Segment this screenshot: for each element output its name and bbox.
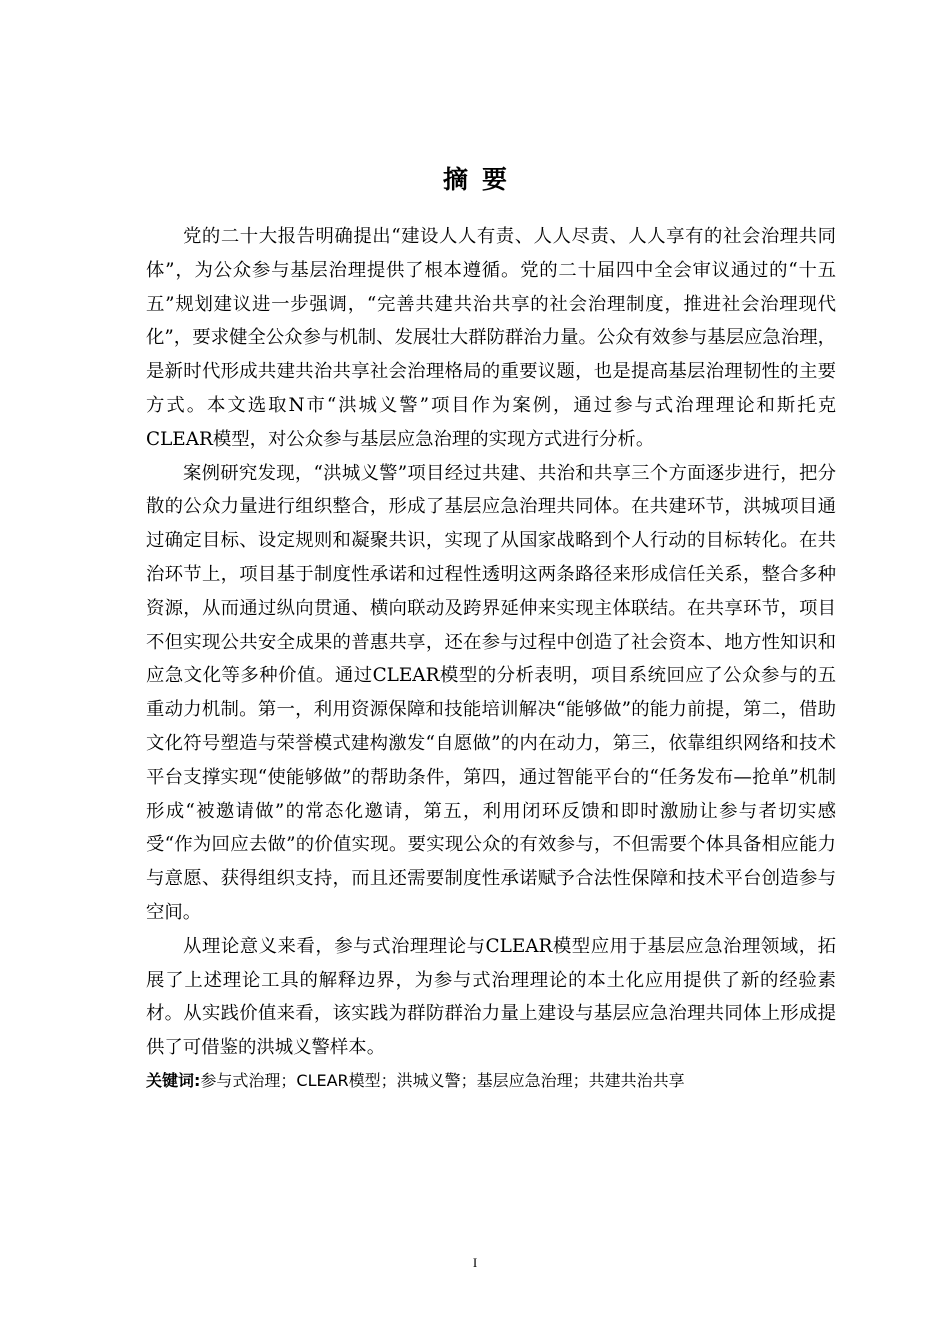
abstract-title: 摘要 — [442, 165, 521, 194]
abstract-body — [146, 220, 836, 1065]
keywords-label: 关键词: — [146, 1071, 201, 1090]
abstract-paragraph-1: 党的二十大报告明确提出“建设人人有责、人人尽责、人人享有的社会治理共同体”，为公众参与基层治理提供了根本遵循。党的二十届四中全会审议通过的“十五五”规划建议进一步强调，“完善共建共治共享的社会治理制度，推进社会治理现代化”，要求健全公众参与机制、发展壮大群防群治力量。公众有效参与基层应急治理，是新时代形成共建共治共享社会治理格局的重要议题，也是提高基层治理韧性的主要方式。本文选取N市“洪城义警”项目作为案例，通过参与式治理理论和斯托克CLEAR模型，对公众参与基层应急治理的实现方式进行分析。 — [146, 226, 836, 450]
abstract-paragraph-3: 从理论意义来看，参与式治理理论与CLEAR模型应用于基层应急治理领域，拓展了上述理论工具的解释边界，为参与式治理理论的本土化应用提供了新的经验素材。从实践价值来看，该实践为群防群治力量上建设与基层应急治理共同体上形成提供了可借鉴的洪城义警样本。 — [146, 935, 836, 1059]
keywords-line — [146, 1066, 836, 1096]
page-number: I — [472, 1255, 478, 1270]
abstract-paragraph-2: 案例研究发现，“洪城义警”项目经过共建、共治和共享三个方面逐步进行，把分散的公众力量进行组织整合，形成了基层应急治理共同体。在共建环节，洪城项目通过确定目标、设定规则和凝聚共识，实现了从国家战略到个人行动的目标转化。在共治环节上，项目基于制度性承诺和过程性透明这两条路径来形成信任关系，整合多种资源，从而通过纵向贯通、横向联动及跨界延伸来实现主体联结。在共享环节，项目不但实现公共安全成果的普惠共享，还在参与过程中创造了社会资本、地方性知识和应急文化等多种价值。通过CLEAR模型的分析表明，项目系统回应了公众参与的五重动力机制。第一，利用资源保障和技能培训解决“能够做”的能力前提，第二，借助文化符号塑造与荣誉模式建构激发“自愿做”的内在动力，第三，依靠组织网络和技术平台支撑实现“使能够做”的帮助条件，第四，通过智能平台的“任务发布—抢单”机制形成“被邀请做”的常态化邀请，第五，利用闭环反馈和即时激励让参与者切实感受“作为回应去做”的价值实现。要实现公众的有效参与，不但需要个体具备相应能力与意愿、获得组织支持，而且还需要制度性承诺赋予合法性保障和技术平台创造参与空间。 — [146, 462, 836, 923]
keywords-text: 参与式治理；CLEAR模型；洪城义警；基层应急治理；共建共治共享 — [200, 1071, 685, 1090]
